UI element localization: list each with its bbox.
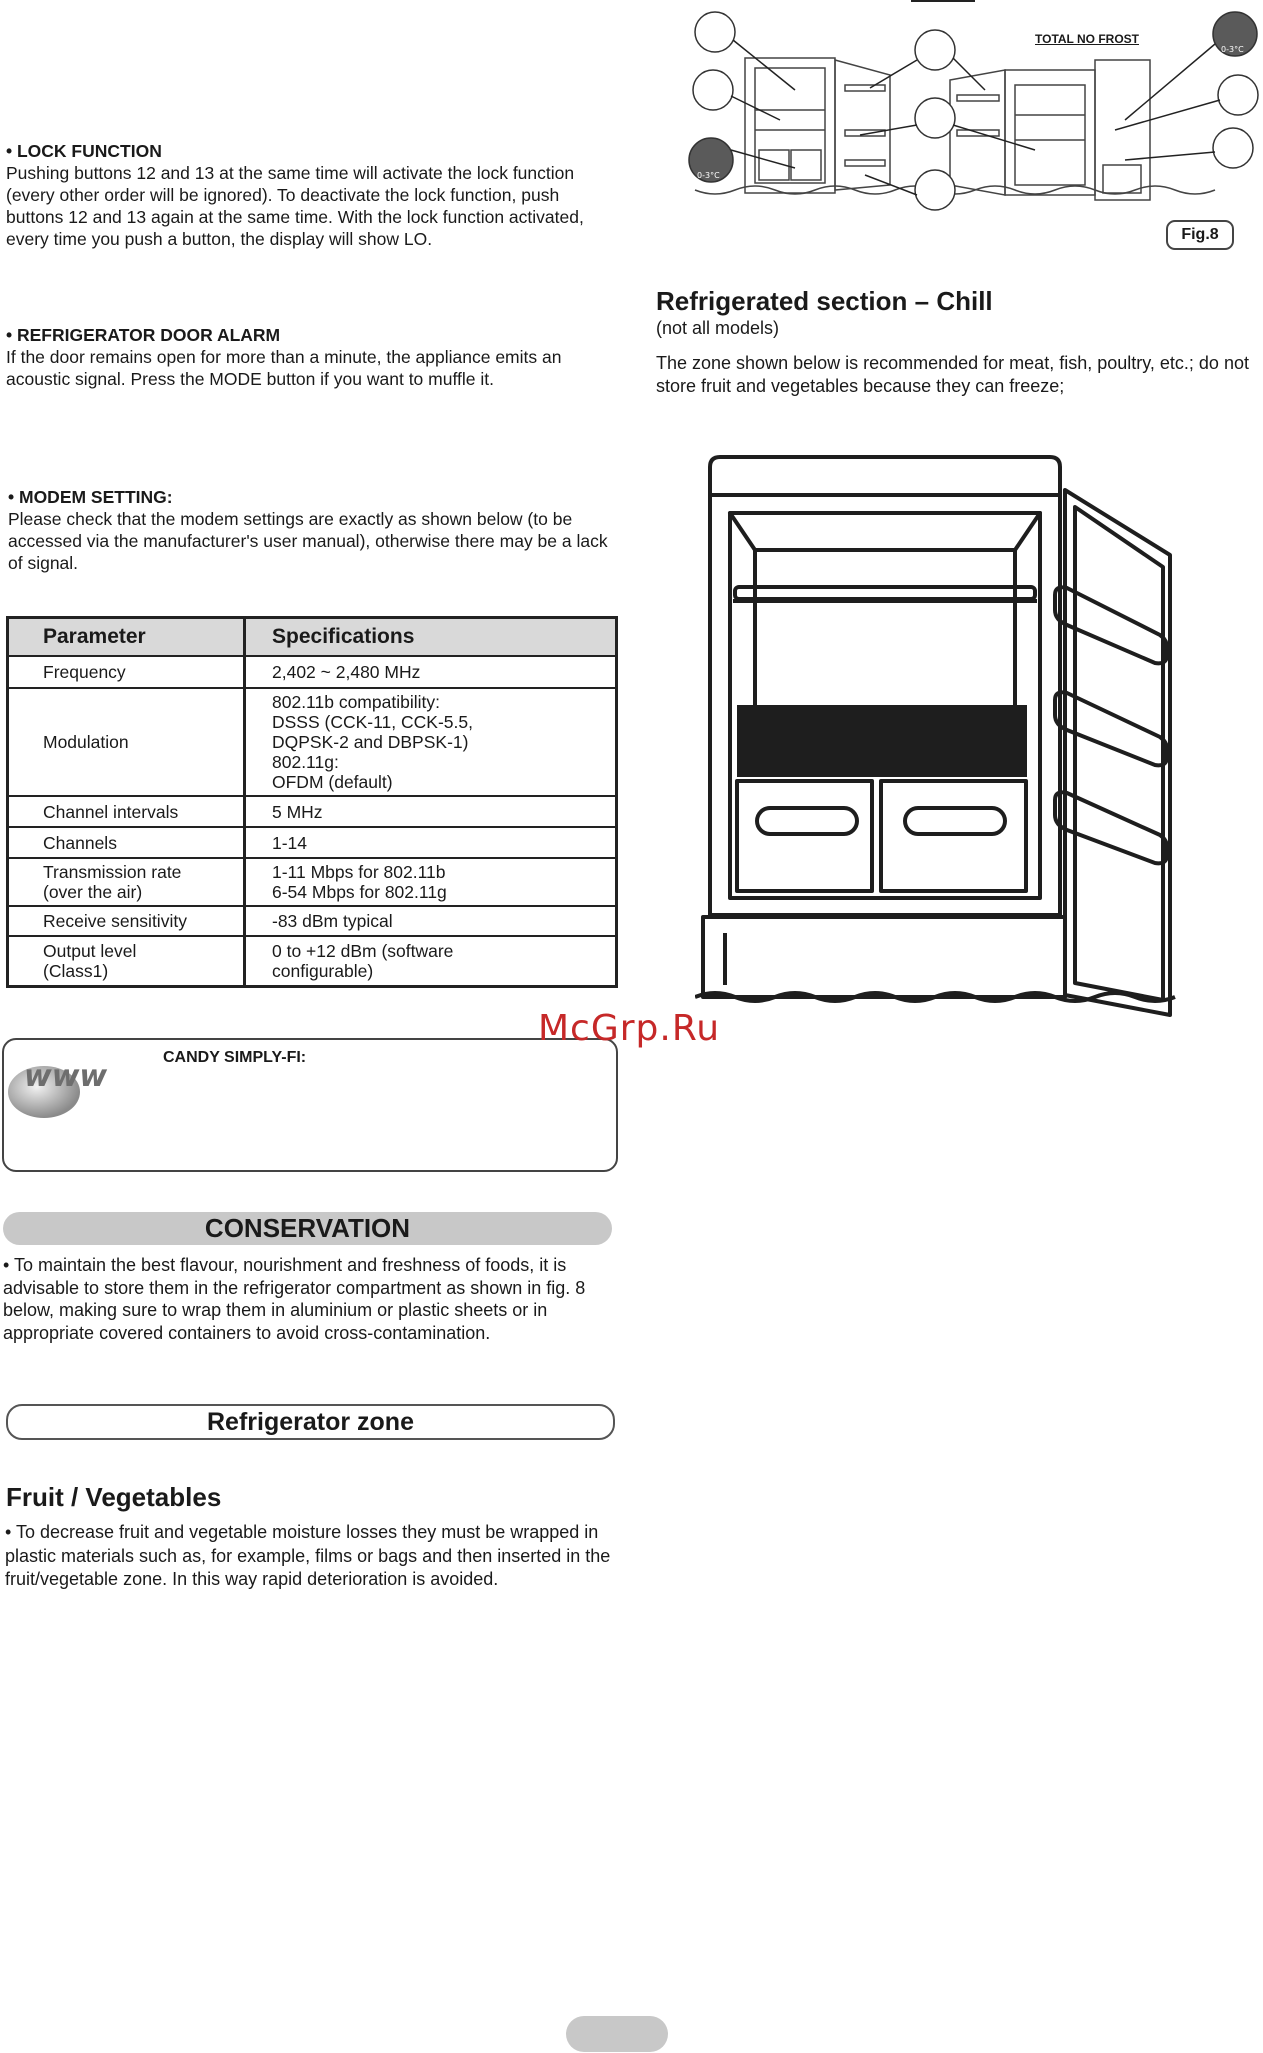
watermark-text: McGrp.Ru — [538, 1008, 721, 1049]
page-number-pill — [566, 2016, 668, 2052]
table-row — [8, 656, 617, 688]
eggs-icon — [915, 30, 955, 70]
fig8-badge: Fig.8 — [1166, 220, 1234, 250]
table-row — [8, 688, 617, 796]
spec-cell: 802.11b compatibility: DSSS (CCK-11, CCK-5.5, DQPSK-2 and DBPSK-1) 802.11g: OFDM (default) — [245, 688, 617, 796]
dairy-icon — [695, 12, 735, 52]
modem-spec-table — [6, 616, 618, 988]
door-alarm-section — [6, 324, 621, 390]
param-cell: Frequency — [8, 656, 245, 688]
modem-setting-heading: • MODEM SETTING: — [8, 487, 173, 507]
chill-section-title: Refrigerated section – Chill — [656, 286, 993, 316]
param-cell: Transmission rate (over the air) — [8, 858, 245, 906]
chill-section-subtitle: (not all models) — [656, 318, 780, 338]
modem-setting-text: Please check that the modem settings are exactly as shown below (to be accessed via the manufacturer's user manual), otherwise there may be a lack of signal. — [8, 509, 608, 573]
table-header-row — [8, 618, 617, 657]
spec-cell: 5 MHz — [245, 796, 617, 827]
param-cell: Modulation — [8, 688, 245, 796]
refrigerator-zone-heading: Refrigerator zone — [6, 1404, 615, 1440]
modem-setting-section — [8, 486, 618, 574]
www-logo-text: www — [24, 1059, 108, 1094]
fridge-chill-zone-illustration — [695, 455, 1205, 1055]
spec-cell: 1-14 — [245, 827, 617, 858]
param-cell: Receive sensitivity — [8, 906, 245, 936]
fish-icon — [1218, 75, 1258, 115]
fig8-illustration — [685, 0, 1263, 250]
table-row — [8, 936, 617, 986]
table-row — [8, 906, 617, 936]
table-row — [8, 796, 617, 827]
temp-label: 0-3°C — [1221, 45, 1244, 54]
table-row — [8, 827, 617, 858]
param-cell: Channel intervals — [8, 796, 245, 827]
fish-icon — [693, 70, 733, 110]
fruit-vegetables-title: Fruit / Vegetables — [6, 1482, 222, 1512]
lock-function-text: Pushing buttons 12 and 13 at the same time will activate the lock function (every other order will be ignored). To deactivate the lock function, push buttons 12 and 13 again at the same time. With the lock function activated, every time you push a button, the display will show LO. — [6, 163, 584, 249]
conservation-text: • To maintain the best flavour, nourishment and freshness of foods, it is advisable to store them in the refrigerator compartment as shown in fig. 8 below, making sure to wrap them in aluminium or plastic sheets or in appropriate covered containers to avoid cross-contamination. — [3, 1255, 586, 1343]
table-row — [8, 858, 617, 906]
param-cell: Channels — [8, 827, 245, 858]
dairy-icon — [1213, 128, 1253, 168]
spec-cell: 2,402 ~ 2,480 MHz — [245, 656, 617, 688]
lock-function-heading: • LOCK FUNCTION — [6, 141, 162, 161]
chill-zone-band — [737, 705, 1027, 777]
total-no-frost-label: TOTAL NO FROST — [1035, 32, 1139, 46]
candy-simply-fi-label: CANDY SIMPLY-FI: — [163, 1049, 307, 1066]
www-globe-icon — [4, 1042, 124, 1122]
spec-cell: 0 to +12 dBm (software configurable) — [245, 936, 617, 986]
fruit-vegetables-text: • To decrease fruit and vegetable moisture losses they must be wrapped in plastic materials such as, for example, films or bags and then inserted in the fruit/vegetable zone. In this way rapid deterioration is avoided. — [5, 1522, 611, 1589]
spec-cell: 1-11 Mbps for 802.11b 6-54 Mbps for 802.11g — [245, 858, 617, 906]
specifications-header: Specifications — [245, 618, 617, 657]
door-alarm-text: If the door remains open for more than a minute, the appliance emits an acoustic signal. Press the MODE button if you want to muffle it. — [6, 347, 562, 389]
conservation-heading: CONSERVATION — [3, 1212, 612, 1245]
vegetables-icon — [915, 170, 955, 210]
chill-section-text: The zone shown below is recommended for meat, fish, poultry, etc.; do not store fruit and vegetables because they can freeze; — [656, 353, 1249, 396]
lock-function-section — [6, 140, 621, 250]
parameter-header: Parameter — [8, 618, 245, 657]
bottles-icon — [915, 98, 955, 138]
spec-cell: -83 dBm typical — [245, 906, 617, 936]
temp-label: 0-3°C — [697, 171, 720, 180]
param-cell: Output level (Class1) — [43, 940, 137, 981]
door-alarm-heading: • REFRIGERATOR DOOR ALARM — [6, 325, 281, 345]
